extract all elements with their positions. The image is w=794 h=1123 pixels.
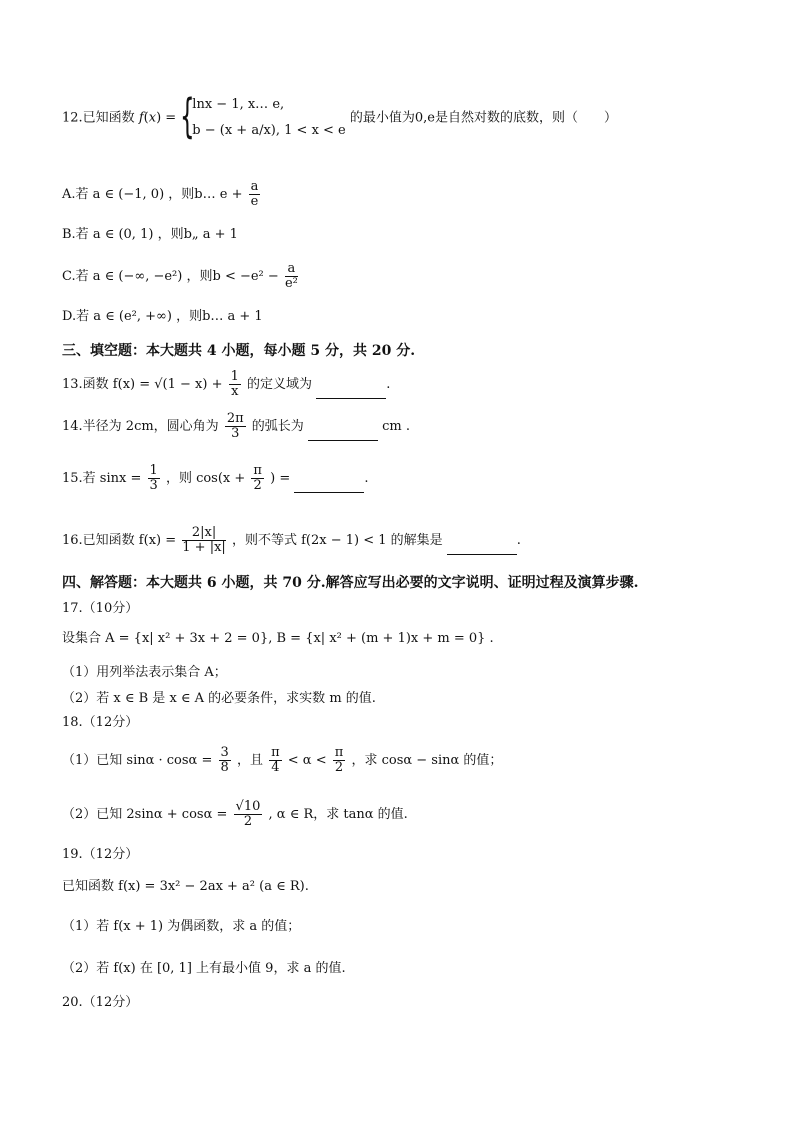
- frac-num: π: [334, 745, 344, 760]
- option-c-cond: a ∈ (−∞, −e²): [92, 269, 183, 284]
- q16-post: ，则不等式 f(2x − 1) < 1 的解集是: [231, 533, 443, 548]
- option-b-cond: a ∈ (0, 1): [92, 227, 154, 242]
- q15-end: .: [364, 471, 369, 486]
- q14-post: 的弧长为: [251, 419, 304, 434]
- frac-den: x: [231, 384, 239, 399]
- q15-fraction-2: [251, 464, 264, 493]
- q12-case-2: b − (x + a/x), 1 < x < e: [192, 123, 346, 138]
- option-a-fraction: [249, 180, 261, 209]
- frac-den: 1 + |x|: [182, 540, 226, 555]
- q12-option-d: [62, 308, 263, 326]
- q18-part-2: [62, 800, 408, 829]
- q18-p1-fraction-2: [269, 746, 282, 775]
- q14-end: cm .: [382, 419, 410, 434]
- q12-stem: 12.已知函数: [62, 110, 135, 126]
- q13-fraction: [229, 370, 241, 399]
- frac-num: 1: [149, 463, 158, 478]
- q17-head: 17.（10分）: [62, 601, 139, 616]
- q18-p1-pre: （1）已知 sinα · cosα =: [62, 753, 213, 768]
- q18-p2-fraction: [234, 800, 263, 829]
- option-c-label: C.若: [62, 269, 89, 284]
- q15-mid: ，则 cos(x +: [165, 471, 246, 486]
- frac-num: 3: [220, 745, 229, 760]
- option-b-label: B.若: [62, 227, 89, 242]
- frac-den: 3: [231, 426, 240, 441]
- question-16: [62, 526, 521, 555]
- q18-p1-post: ，求 cosα − sinα 的值；: [351, 753, 503, 768]
- frac-den: 8: [220, 760, 229, 775]
- question-14: [62, 412, 410, 441]
- q12-tail: 的最小值为0,e是自然对数的底数，则（ ）: [349, 110, 617, 126]
- option-d-label: D.若: [62, 309, 90, 324]
- option-c-result: ，则b < −e² −: [186, 269, 279, 284]
- q13-post: 的定义域为: [247, 377, 313, 392]
- frac-num: 2|x|: [182, 526, 226, 541]
- q19-part-2: （2）若 f(x) 在 [0, 1] 上有最小值 9，求 a 的值.: [62, 961, 346, 976]
- q19-part-1: （1）若 f(x + 1) 为偶函数，求 a 的值；: [62, 919, 301, 934]
- left-brace-icon: {: [180, 89, 195, 143]
- q16-pre: 16.已知函数 f(x) =: [62, 533, 177, 548]
- q14-pre: 14.半径为 2cm，圆心角为: [62, 419, 219, 434]
- answer-blank: [316, 384, 386, 399]
- q20-head: 20.（12分）: [62, 995, 139, 1010]
- question-13: [62, 370, 390, 399]
- frac-num: 2π: [226, 411, 244, 426]
- q19-body: 已知函数 f(x) = 3x² − 2ax + a² (a ∈ R).: [62, 879, 309, 894]
- q12-case-1: lnx − 1, x… e,: [192, 97, 285, 112]
- q13-end: .: [386, 377, 391, 392]
- frac-den: 4: [271, 760, 280, 775]
- question-12: 12.已知函数 f(x) = { lnx − 1, x… e, b − (x + a/x), 1 < x < e 的最小值为0,e是自然对数的底数，则（ ）: [62, 89, 617, 143]
- section-3-heading: 三、填空题：本大题共 4 小题，每小题 5 分，共 20 分.: [62, 343, 416, 359]
- q18-p2-post: , α ∈ R，求 tanα 的值.: [268, 807, 408, 822]
- section-4-heading: 四、解答题：本大题共 6 小题，共 70 分.解答应写出必要的文字说明、证明过程及演算步骤.: [62, 575, 639, 591]
- q13-pre: 13.函数 f(x) = √(1 − x) +: [62, 377, 223, 392]
- option-b-result: ，则b„ a + 1: [157, 227, 238, 242]
- q12-option-a: [62, 180, 262, 209]
- q15-pre: 15.若 sinx =: [62, 471, 142, 486]
- q12-piecewise: [180, 89, 346, 144]
- q18-p1-fraction-1: [219, 746, 231, 775]
- q19-head: 19.（12分）: [62, 847, 139, 862]
- q18-p1-fraction-3: [333, 746, 346, 775]
- question-15: [62, 464, 369, 493]
- q15-fraction-1: [148, 464, 160, 493]
- q18-p1-mid: ，且: [236, 753, 263, 768]
- option-a-result: ，则b… e +: [168, 187, 243, 202]
- q12-option-c: [62, 262, 300, 291]
- q16-fraction: [182, 526, 226, 555]
- option-d-cond: a ∈ (e², +∞): [93, 309, 172, 324]
- frac-num: a: [250, 179, 259, 194]
- q18-p2-pre: （2）已知 2sinα + cosα =: [62, 807, 228, 822]
- option-a-label: A.若: [62, 187, 89, 202]
- frac-den: 2: [243, 814, 253, 829]
- frac-num: π: [271, 745, 280, 760]
- frac-den: 2: [253, 478, 262, 493]
- q18-head: 18.（12分）: [62, 715, 139, 730]
- frac-den: 3: [149, 478, 158, 493]
- q18-part-1: [62, 746, 502, 775]
- frac-num: 1: [230, 369, 239, 384]
- frac-den: e²: [284, 276, 298, 291]
- frac-num: a: [285, 262, 298, 277]
- q16-end: .: [516, 533, 521, 548]
- q14-fraction: [225, 412, 246, 441]
- q18-p1-lt: < α <: [287, 753, 327, 768]
- option-a-cond: a ∈ (−1, 0): [92, 187, 165, 202]
- frac-den: e: [250, 194, 259, 209]
- q15-post: ) =: [270, 471, 291, 486]
- q17-body: 设集合 A = {x| x² + 3x + 2 = 0}, B = {x| x² + (m + 1)x + m = 0} .: [62, 631, 494, 646]
- frac-num: π: [253, 463, 262, 478]
- answer-blank: [447, 540, 517, 555]
- frac-num: √10: [235, 799, 261, 814]
- q17-part-1: （1）用列举法表示集合 A；: [62, 665, 227, 680]
- answer-blank: [308, 426, 378, 441]
- option-c-fraction: [285, 262, 298, 291]
- option-d-result: ，则b… a + 1: [176, 309, 263, 324]
- frac-den: 2: [334, 760, 344, 775]
- q17-part-2: （2）若 x ∈ B 是 x ∈ A 的必要条件，求实数 m 的值.: [62, 691, 376, 706]
- answer-blank: [294, 478, 364, 493]
- q12-option-b: [62, 226, 238, 244]
